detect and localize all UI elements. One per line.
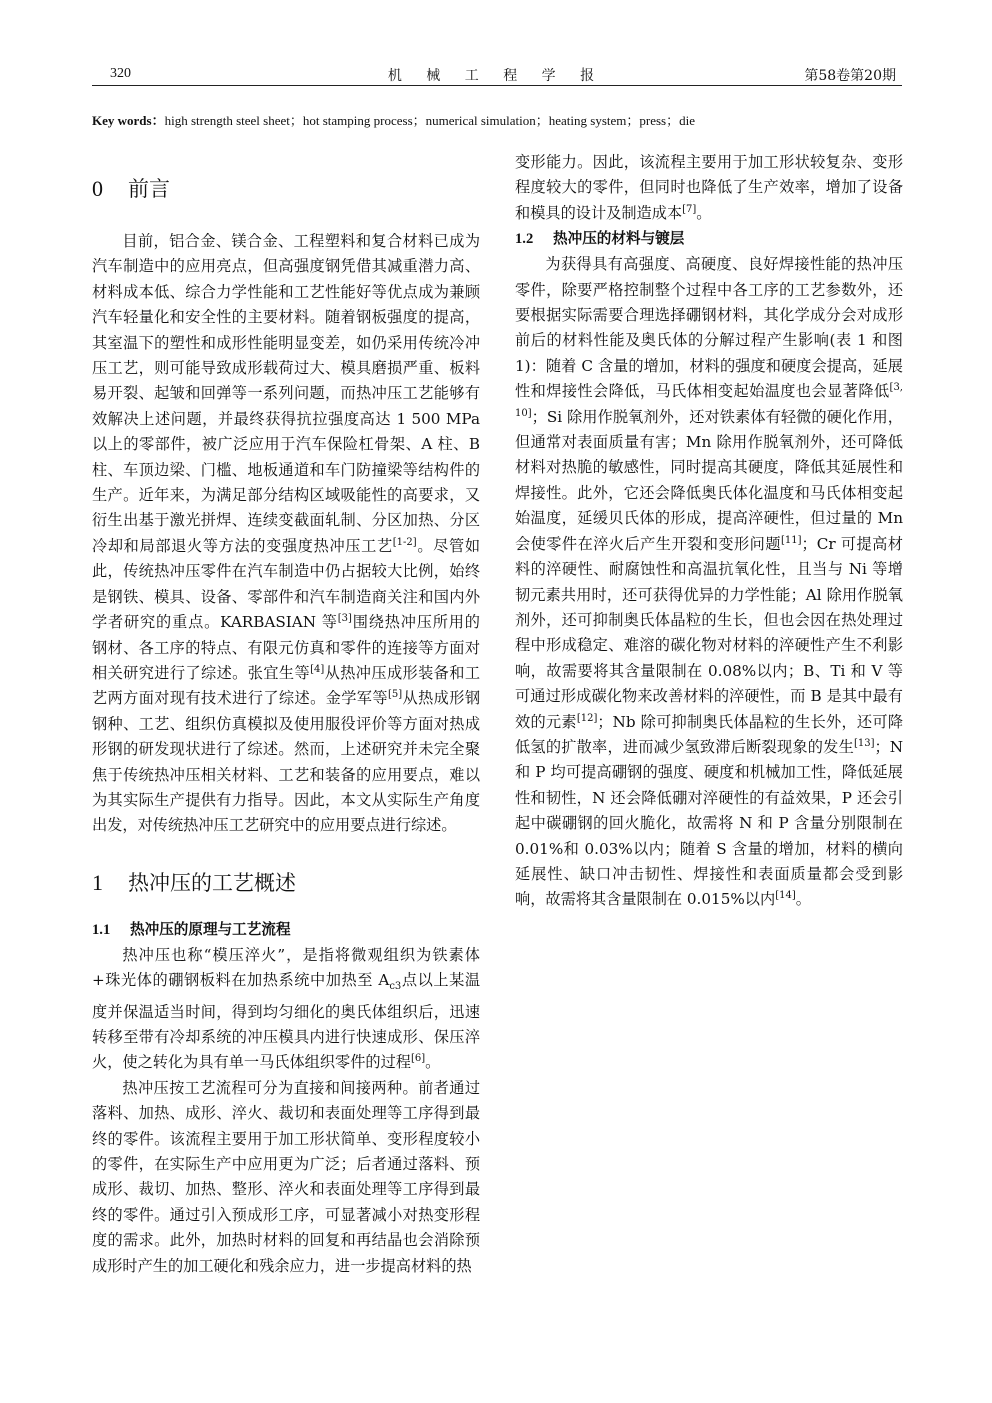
right-flow — [515, 150, 903, 226]
text-run: 热冲压也称“模压淬火”，是指将微观组织为铁素体+珠光体的硼钢板料在加热系统中加热至 A — [92, 945, 480, 990]
issue-label: 第58卷第20期 — [804, 68, 896, 84]
text-run: 目前，铝合金、镁合金、工程塑料和复合材料已成为汽车制造中的应用亮点，但高强度钢凭借其减重潜力高、材料成本低、综合力学性能和工艺性能好等优点成为兼顾汽车轻量化和安全性的主要材料。随着钢板强度的提高，其室温下的塑性和成形性能明显变差，如仍采用传统冷冲压工艺，则可能导致成形载荷过大、模具磨损严重、板料易开裂、起皱和回弹等一系列问题，而热冲压工艺能够有效解决上述问题，并最终获得抗拉强度高达 1 500 MPa 以上的零部件，被广泛应用于汽车保险杠骨架、A 柱、B 柱、车顶边梁、门槛、地板通道和车门防撞梁等结构件的生产。近年来，为满足部分结构区域吸能性的高要求，又衍生出基于激光拼焊、连续变截面轧制、分区加热、分区冷却和局部退火等方法的变强度热冲压工艺 — [92, 232, 480, 555]
subsection-title: 热冲压的材料与镀层 — [553, 230, 685, 248]
text-run: ；Nb 除可抑制奥氏体晶粒的生长外，还可降低氢的扩散率，进而减少氢致滞后断裂现象的发生 — [515, 712, 904, 756]
citation: [3] — [337, 613, 352, 625]
section-heading-1 — [92, 869, 480, 897]
text-run: 围绕热冲压所用的钢材、各工序的特点、有限元仿真和零件的连接等方面对相关研究进行了综述。张宜生等 — [92, 613, 480, 682]
citation: [13] — [853, 737, 875, 749]
section-heading-0 — [92, 175, 480, 203]
text-run: 从热成形钢钢种、工艺、组织仿真模拟及使用服役评价等方面对热成形钢的研发现状进行了综述。然而，上述研究并未完全聚焦于传统热冲压相关材料、工艺和装备的应用要点，难以为其实际生产提供有力指导。因此，本文从实际生产角度出发，对传统热冲压工艺研究中的应用要点进行综述。 — [92, 689, 481, 835]
text-run: ；N 和 P 均可提高硼钢的强度、硬度和机械加工性，降低延展性和韧性，N 还会降低硼对淬硬性的有益效果，P 还会引起中碳硼钢的回火脆化，故需将 N 和 P 含量分别限制在 0.01%和 0.03%以内；随着 S 含量的增加，材料的横向延展性、缺口冲击韧性、焊接性和表面质量都会受到影响，故需将其含量限制在 0.015%以内 — [515, 737, 903, 909]
text-run: ；Si 除用作脱氧剂外，还对铁素体有轻微的硬化作用，但通常对表面质量有害；Mn 除用作脱氧剂外，还可降低材料对热脆的敏感性，同时提高其硬度，降低其延展性和焊接性。此外，它还会降低奥氏体化温度和马氏体相变起始温度，延缓贝氏体的形成，提高淬硬性，但过量的 Mn 会使零件在淬火后产生开裂和变形问题 — [515, 407, 903, 553]
keywords-line — [92, 110, 912, 129]
text-run: 为获得具有高强度、高硬度、良好焊接性能的热冲压零件，除要严格控制整个过程中各工序的工艺参数外，还要根据实际需要合理选择硼钢材料，其化学成分会对成形前后的材料性能及奥氏体的分解过程产生影响(表 1 和图 1)：随着 C 含量的增加，材料的强度和硬度会提高，延展性和焊接性会降低，马氏体相变起始温度也会显著降低 — [515, 255, 903, 401]
page-number: 320 — [110, 66, 131, 81]
citation: [5] — [387, 689, 403, 701]
keywords-label: Key words： — [92, 113, 165, 128]
intro-paragraph — [92, 229, 480, 839]
paragraph-1-1-a — [92, 943, 480, 1076]
subsection-title: 热冲压的原理与工艺流程 — [130, 920, 291, 938]
subsection-heading-1-1 — [92, 917, 480, 943]
text-run: 点以上某温度并保温适当时间，得到均匀细化的奥氏体组织后，迅速转移至带有冷却系统的冲压模具内进行快速成形、保压淬火，使之转化为具有单一马氏体组织零件的过程 — [92, 971, 481, 1072]
text-run: 。尽管如此，传统热冲压零件在汽车制造中仍占据较大比例，始终是钢铁、模具、设备、零部件和汽车制造商关注和国内外学者研究的重点。KARBASIAN 等 — [92, 536, 481, 632]
citation: [14] — [775, 890, 796, 902]
page-header — [92, 62, 900, 84]
right-column — [515, 150, 903, 913]
paragraph-1-1-b-continued — [515, 150, 903, 226]
citation: [12] — [576, 712, 598, 724]
text-run: 。 — [425, 1053, 441, 1072]
subsection-heading-1-2 — [515, 226, 903, 252]
paragraph-1-2 — [515, 252, 903, 913]
subscript: c3 — [389, 981, 402, 993]
citation: [3, 10] — [515, 382, 903, 419]
section-title: 热冲压的工艺概述 — [128, 870, 296, 895]
citation: [4] — [310, 663, 325, 675]
citation: [11] — [780, 534, 802, 546]
citation: [6] — [410, 1053, 426, 1065]
text-run: 从热冲压成形装备和工艺两方面对现有技术进行了综述。金学军等 — [92, 663, 481, 708]
section-number: 0 — [92, 176, 103, 201]
subsection-number: 1.2 — [515, 231, 534, 248]
text-run: 。 — [696, 203, 712, 222]
text-run: 热冲压按工艺流程可分为直接和间接两种。前者通过落料、加热、成形、淬火、裁切和表面处理等工序得到最终的零件。该流程主要用于加工形状简单、变形程度较小的零件，在实际生产中应用更为广泛；后者通过落料、预成形、裁切、加热、整形、淬火和表面处理等工序得到最终的零件。通过引入预成形工序，可显著减小对热变形程度的需求。此外，加热时材料的回复和再结晶也会消除预成形时产生的加工硬化和残余应力，进一步提高材料的热 — [92, 1078, 480, 1275]
paragraph-1-1-b — [92, 1076, 480, 1279]
citation: [7] — [682, 203, 697, 215]
subsection-number: 1.1 — [92, 921, 111, 938]
journal-title: 机 械 工 程 学 报 — [387, 68, 605, 84]
keywords-text: high strength steel sheet；hot stamping process；numerical simulation；heating system；press；die — [164, 113, 695, 128]
header-rule — [92, 85, 902, 86]
section-number: 1 — [92, 869, 103, 895]
text-run: 。 — [795, 890, 811, 909]
section-title: 前言 — [128, 177, 170, 201]
text-run: 变形能力。因此，该流程主要用于加工形状较复杂、变形程度较大的零件，但同时也降低了生产效率，增加了设备和模具的设计及制造成本 — [515, 153, 903, 222]
citation: [1-2] — [392, 536, 417, 548]
left-column — [92, 150, 480, 1279]
text-run: ；Cr 可提高材料的淬硬性、耐腐蚀性和高温抗氧化性，且当与 Ni 等增韧元素共用时，还可获得优异的力学性能；Al 除用作脱氧剂外，还可抑制奥氏体晶粒的生长，但也会因在热处理过程中形成稳定、难溶的碳化物对材料的淬硬性产生不利影响，故需要将其含量限制在 0.08%以内；B、Ti 和 V 等可通过形成碳化物来改善材料的淬硬性，而 B 是其中最有效的元素 — [515, 534, 903, 731]
